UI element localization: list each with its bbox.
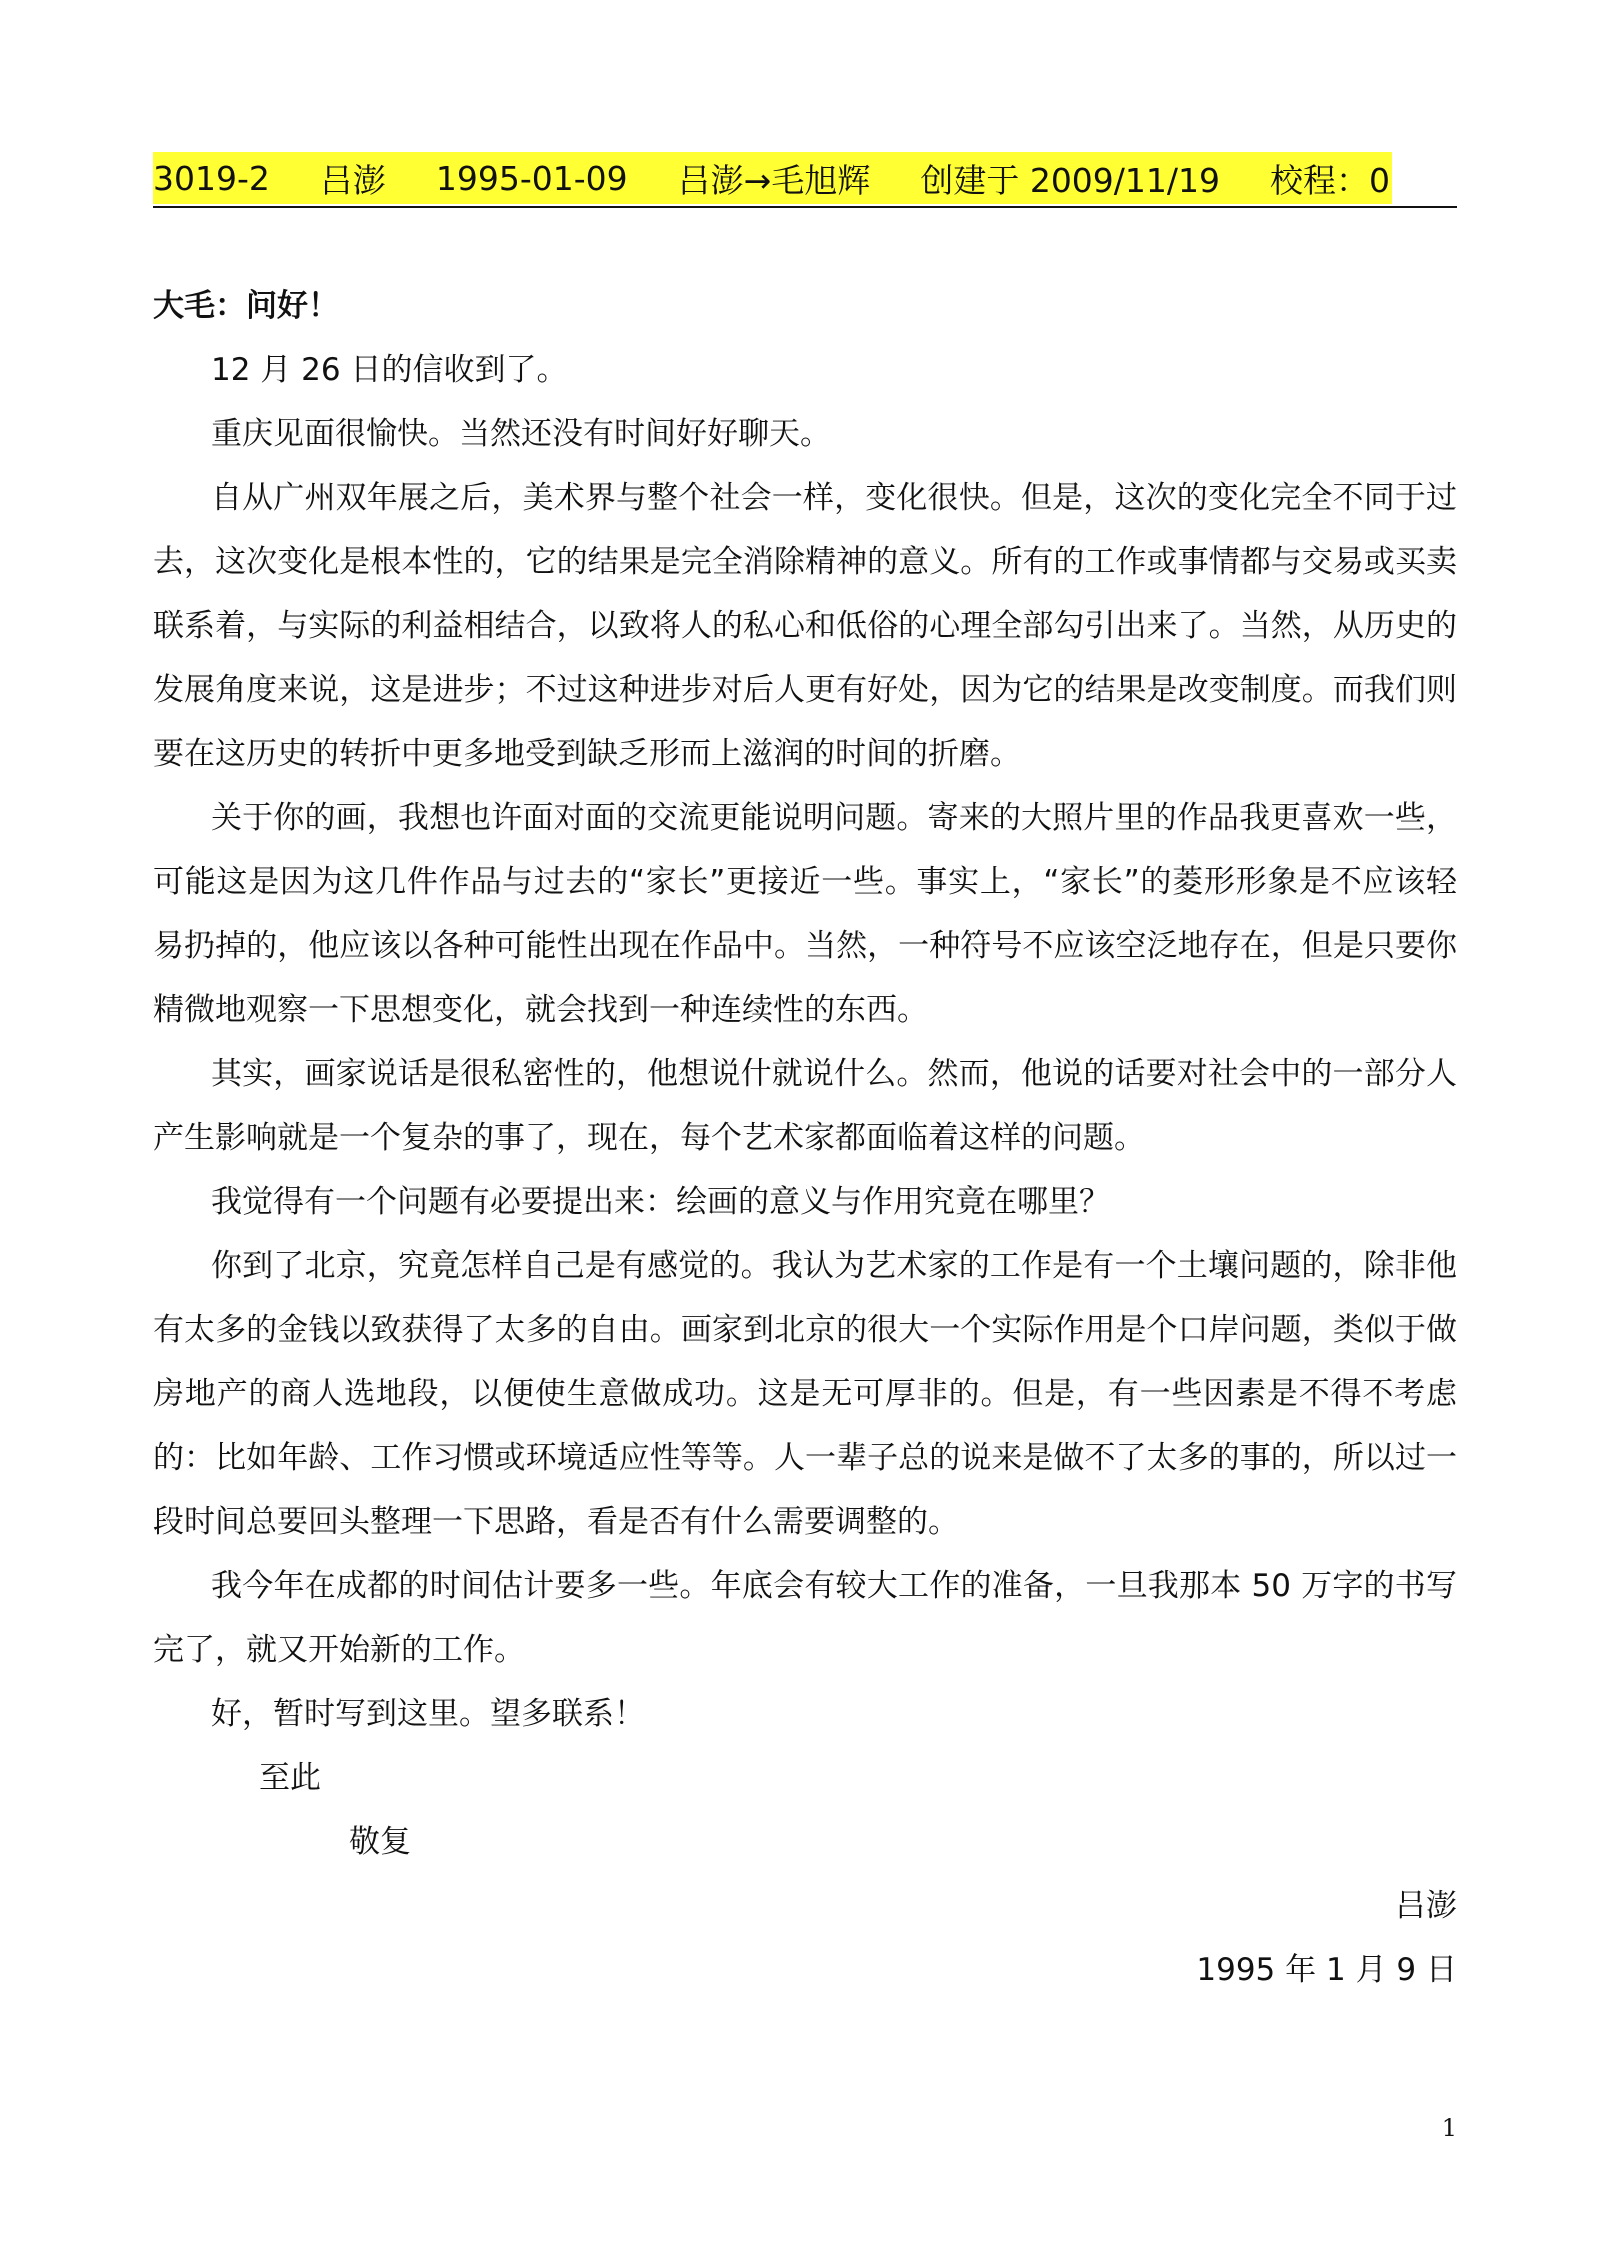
signature-date: 1995 年 1 月 9 日	[1196, 1952, 1457, 1988]
paragraph-2: 重庆见面很愉快。当然还没有时间好好聊天。	[211, 416, 831, 452]
header-route: 吕澎→毛旭辉	[677, 160, 871, 200]
header-author: 吕澎	[319, 160, 386, 200]
paragraph-8: 我今年在成都的时间估计要多一些。年底会有较大工作的准备，一旦我那本 50 万字的书写完了，就又开始新的工作。	[153, 1568, 1457, 1668]
paragraph-1: 12 月 26 日的信收到了。	[211, 352, 568, 388]
header-highlight	[153, 152, 1392, 204]
paragraph-3: 自从广州双年展之后，美术界与整个社会一样，变化很快。但是，这次的变化完全不同于过去，这次变化是根本性的，它的结果是完全消除精神的意义。所有的工作或事情都与交易或买卖联系着，与实际的利益相结合，以致将人的私心和低俗的心理全部勾引出来了。当然，从历史的发展角度来说，这是进步；不过这种进步对后人更有好处，因为它的结果是改变制度。而我们则要在这历史的转折中更多地受到缺乏形而上滋润的时间的折磨。	[153, 480, 1457, 772]
header-proof: 校程：0	[1270, 160, 1391, 200]
signature: 吕澎	[1395, 1888, 1457, 1924]
paragraph-4: 关于你的画，我想也许面对面的交流更能说明问题。寄来的大照片里的作品我更喜欢一些，可能这是因为这几件作品与过去的“家长”更接近一些。事实上，“家长”的菱形形象是不应该轻易扔掉的，他应该以各种可能性出现在作品中。当然，一种符号不应该空泛地存在，但是只要你精微地观察一下思想变化，就会找到一种连续性的东西。	[153, 800, 1457, 1028]
salutation: 大毛：问好！	[153, 288, 339, 324]
page-number: 1	[1441, 2114, 1457, 2142]
letter-page	[153, 150, 1457, 2002]
closing-jingfu: 敬复	[349, 1824, 411, 1860]
paragraph-5: 其实，画家说话是很私密性的，他想说什就说什么。然而，他说的话要对社会中的一部分人产生影响就是一个复杂的事了，现在，每个艺术家都面临着这样的问题。	[153, 1056, 1457, 1156]
letter-body	[153, 274, 1457, 2002]
header-date: 1995-01-09	[435, 158, 628, 198]
closing-zhici: 至此	[259, 1760, 321, 1796]
paragraph-7: 你到了北京，究竟怎样自己是有感觉的。我认为艺术家的工作是有一个土壤问题的，除非他有太多的金钱以致获得了太多的自由。画家到北京的很大一个实际作用是个口岸问题，类似于做房地产的商人选地段，以便使生意做成功。这是无可厚非的。但是，有一些因素是不得不考虑的：比如年龄、工作习惯或环境适应性等等。人一辈子总的说来是做不了太多的事的，所以过一段时间总要回头整理一下思路，看是否有什么需要调整的。	[153, 1248, 1457, 1540]
paragraph-6: 我觉得有一个问题有必要提出来：绘画的意义与作用究竟在哪里？	[211, 1184, 1110, 1220]
document-header	[153, 150, 1457, 208]
paragraph-9: 好，暂时写到这里。望多联系！	[211, 1696, 645, 1732]
header-created: 创建于 2009/11/19	[920, 160, 1221, 200]
document-id: 3019-2	[153, 158, 270, 198]
